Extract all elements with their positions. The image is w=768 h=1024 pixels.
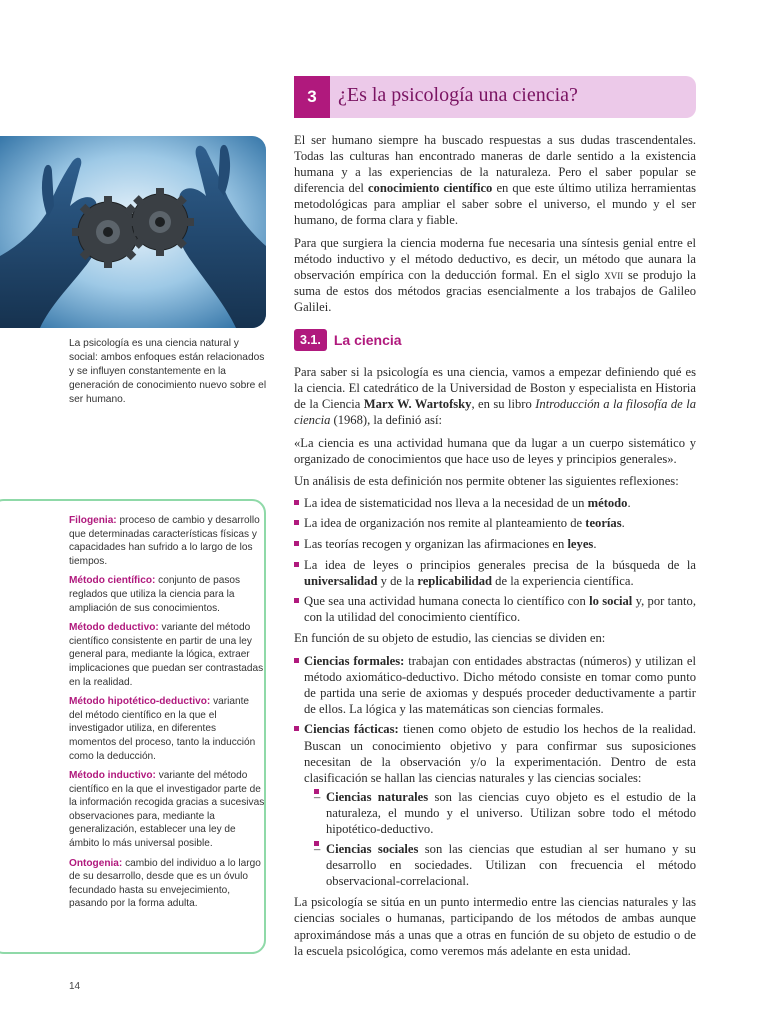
glossary-term: Ontogenia: (69, 857, 123, 869)
subsection-number: 3.1. (294, 329, 327, 351)
list-item: La idea de sistematicidad nos lleva a la necesidad de un método. (294, 495, 696, 511)
list-item: Ciencias formales: trabajan con entidades abstractas (números) y utilizan el método axiomático-deductivo. Dicho método consiste en tomar como punto de partida una serie de axiomas y después proceder deductivamente a partir de ellos. La lógica y las matemáticas son ciencias formales. (294, 653, 696, 717)
gears-hands-image (0, 136, 266, 328)
intro-paragraph-2: Para que surgiera la ciencia moderna fue necesaria una síntesis genial entre el método inductivo y el método deductivo, es decir, un método que aunara la observación empírica con la deducción formal. En el siglo xvii se produjo la suma de estos dos métodos gracias esencialmente a los trabajos de Galileo Galilei. (294, 235, 696, 314)
gears-illustration (0, 136, 266, 328)
glossary-entry (69, 574, 265, 615)
reflections-list (294, 495, 696, 626)
ciencia-paragraph-3: En función de su objeto de estudio, las ciencias se dividen en: (294, 631, 606, 646)
glossary-term: Filogenia: (69, 515, 117, 526)
glossary-definition: variante del método científico en la que el investigador parte de la información recogida gracias a sucesivas observaciones para, mediante la generalización, establecer una ley de ámbito lo más universal posible. (69, 770, 265, 850)
book-title: Introducción a la filosofía de la ciencia (294, 397, 696, 428)
list-item: Las teorías recogen y organizan las afirmaciones en leyes. (294, 536, 696, 552)
glossary-term: Método científico: (69, 575, 156, 587)
subsection-header (294, 329, 696, 351)
bold-term: conocimiento científico (367, 181, 493, 196)
intro-paragraph-1: El ser humano siempre ha buscado respuestas a sus dudas trascendentales. Todas las culturas han encontrado maneras de darle sentido a la existencia humana y a las experiencias de la naturaleza. Pero el saber popular se diferencia del conocimiento científico en que este último utiliza herramientas metodológicas para ampliar el saber sobre el universo, el mundo y el ser humano, de forma clara y fiable. (294, 133, 696, 228)
ciencia-paragraph-4: La psicología se sitúa en un punto intermedio entre las ciencias naturales y las ciencias sociales o humanas, participando de los métodos de ambas aunque aproximándose más a unas que a otras en función de su objeto de estudio o de la escuela psicológica, como veremos más adelante en esta unidad. (294, 895, 696, 958)
glossary-entry (69, 695, 265, 763)
list-item: – Ciencias naturales son las ciencias cuyo objeto es el estudio de la naturaleza, el mundo y el universo. Utilizan sobre todo el método hipotético-deductivo. (314, 789, 696, 837)
list-item: Que sea una actividad humana conecta lo científico con lo social y, por tanto, con la utilidad del conocimiento científico. (294, 593, 696, 625)
section-number: 3 (294, 76, 330, 118)
glossary-entry (69, 769, 265, 851)
glossary-definition: cambio del individuo a lo largo de su desarrollo, desde que es un óvulo fecundado hasta su envejecimiento, pasando por la forma adulta. (69, 857, 261, 910)
section-header (294, 76, 696, 118)
glossary-entry (69, 621, 265, 689)
author-name: Marx W. Wartofsky (363, 397, 472, 412)
page-number: 14 (69, 981, 81, 992)
glossary-term: Método inductivo: (69, 770, 156, 782)
image-caption: La psicología es una ciencia natural y social: ambos enfoques están relacionados y se influyen constantemente en la generación de conocimiento nuevo sobre el ser humano. (69, 338, 267, 405)
definition-quote: «La ciencia es una actividad humana que da lugar a un cuerpo sistemático y organizado de conocimientos que hace uso de leyes y principios generales». (294, 435, 696, 466)
factual-sciences-sublist (314, 789, 696, 890)
glossary-list (69, 514, 265, 917)
glossary-entry (69, 857, 265, 911)
ciencia-paragraph-2: Un análisis de esta definición nos permite obtener las siguientes reflexiones: (294, 473, 679, 488)
glossary-term: Método deductivo: (69, 622, 159, 634)
glossary-definition: variante del método científico consistente en partir de una ley general para, mediante la lógica, extraer implicaciones que puedan ser contrastadas en la realidad. (69, 622, 264, 688)
science-types-list (294, 653, 696, 890)
subsection-title: La ciencia (333, 332, 402, 349)
glossary-definition: variante del método científico en la que el investigador utiliza, en diferentes momentos del proceso, tanto la inducción como la deducción. (69, 696, 256, 762)
section-title: ¿Es la psicología una ciencia? (338, 84, 578, 106)
ciencia-paragraph-1: Para saber si la psicología es una ciencia, vamos a empezar definiendo qué es la ciencia. El catedrático de la Universidad de Boston y especialista en Historia de la Ciencia Marx W. Wartofsky, en su libro Introducción a la filosofía de la ciencia (1968), la definió así: (294, 365, 696, 428)
list-item: La idea de leyes o principios generales precisa de la búsqueda de la universalidad y de la replicabilidad de la experiencia científica. (294, 557, 696, 589)
list-item: – Ciencias sociales son las ciencias que estudian al ser humano y su desarrollo en sociedades. Utilizan con frecuencia el método observacional-correlacional. (314, 841, 696, 889)
glossary-entry (69, 514, 265, 568)
glossary-definition: proceso de cambio y desarrollo que determinadas características físicas y capacidades han sufrido a lo largo de los tiempos. (69, 515, 260, 567)
century-numeral: xvii (604, 267, 624, 282)
glossary-definition: conjunto de pasos reglados que utiliza la ciencia para la ampliación de sus conocimientos. (69, 575, 241, 614)
glossary-term: Método hipotético-deductivo: (69, 696, 211, 708)
list-item: Ciencias fácticas: tienen como objeto de estudio los hechos de la realidad. Buscan un conocimiento objetivo y para confirmar sus suposiciones necesitan de la observación y/o la experimentación. Dentro de esta clasificación se hallan las ciencias naturales y las ciencias sociales: – Ciencias naturales son las ciencias cuyo objeto es el estudio de la naturaleza, el mundo y el universo. Utilizan sobre todo el método hipotético-deductivo. – Ciencias sociales son las ciencias que estudian al ser humano y su desarrollo en sociedades. Utilizan con frecuencia el método observacional-correlacional. (294, 721, 696, 889)
main-text (294, 132, 696, 965)
list-item: La idea de organización nos remite al planteamiento de teorías. (294, 515, 696, 531)
